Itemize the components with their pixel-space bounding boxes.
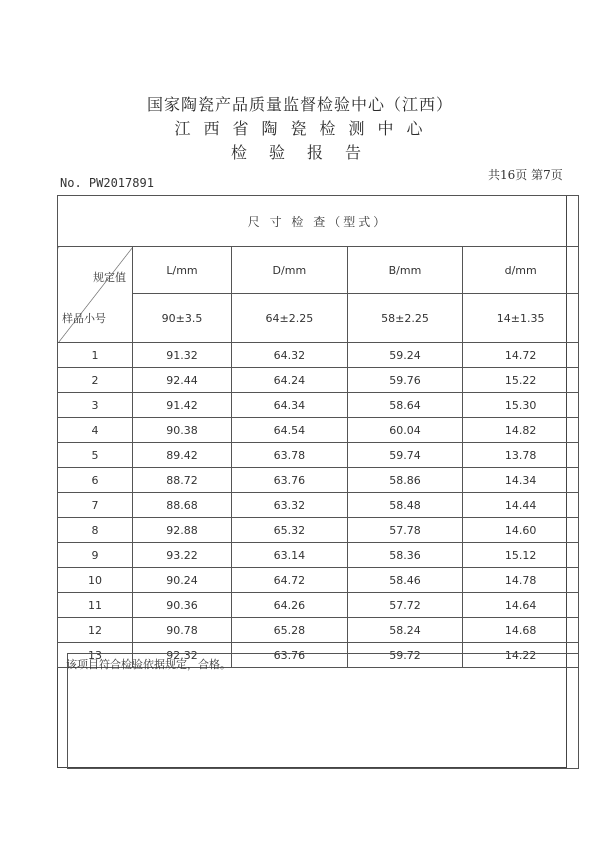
measurement-cell: 57.72 — [347, 593, 463, 618]
measurement-cell: 91.42 — [133, 393, 232, 418]
table-row — [58, 443, 579, 468]
corner-cell — [58, 247, 133, 343]
sample-id: 12 — [58, 618, 133, 643]
measurement-cell: 88.68 — [133, 493, 232, 518]
measurement-cell: 58.24 — [347, 618, 463, 643]
table-row — [58, 493, 579, 518]
conclusion-text: 该项目符合检验依据规定，合格。 — [66, 658, 231, 671]
sample-id: 11 — [58, 593, 133, 618]
measurement-cell: 14.68 — [463, 618, 579, 643]
measurement-cell: 60.04 — [347, 418, 463, 443]
spec-value: 64±2.25 — [232, 294, 348, 343]
measurement-cell: 63.14 — [232, 543, 348, 568]
measurement-cell: 14.78 — [463, 568, 579, 593]
sample-id: 2 — [58, 368, 133, 393]
column-header: d/mm — [463, 247, 579, 294]
column-header: B/mm — [347, 247, 463, 294]
measurement-cell: 90.24 — [133, 568, 232, 593]
measurement-cell: 93.22 — [133, 543, 232, 568]
report-number: No. PW2017891 — [60, 176, 154, 190]
measurement-cell: 15.22 — [463, 368, 579, 393]
measurement-cell: 64.32 — [232, 343, 348, 368]
measurement-cell: 63.32 — [232, 493, 348, 518]
table-row — [58, 393, 579, 418]
measurement-cell: 59.74 — [347, 443, 463, 468]
measurement-cell: 14.82 — [463, 418, 579, 443]
measurement-cell: 14.44 — [463, 493, 579, 518]
measurement-cell: 59.76 — [347, 368, 463, 393]
sample-id: 10 — [58, 568, 133, 593]
dimension-table-wrap — [57, 195, 579, 662]
spec-value: 14±1.35 — [463, 294, 579, 343]
measurement-cell: 58.48 — [347, 493, 463, 518]
column-header: D/mm — [232, 247, 348, 294]
spec-value: 58±2.25 — [347, 294, 463, 343]
column-header: L/mm — [133, 247, 232, 294]
table-row — [58, 418, 579, 443]
measurement-cell: 58.64 — [347, 393, 463, 418]
table-row — [58, 593, 579, 618]
measurement-cell: 64.26 — [232, 593, 348, 618]
sample-id: 9 — [58, 543, 133, 568]
measurement-cell: 58.36 — [347, 543, 463, 568]
measurement-cell: 63.76 — [232, 643, 348, 668]
table-caption: 尺 寸 检 查（型式） — [58, 196, 579, 247]
measurement-cell: 63.78 — [232, 443, 348, 468]
table-row — [58, 518, 579, 543]
spec-value: 90±3.5 — [133, 294, 232, 343]
dimension-table — [57, 195, 579, 668]
measurement-cell: 14.64 — [463, 593, 579, 618]
measurement-cell: 15.30 — [463, 393, 579, 418]
measurement-cell: 64.24 — [232, 368, 348, 393]
table-row — [58, 468, 579, 493]
table-row — [58, 543, 579, 568]
measurement-cell: 14.34 — [463, 468, 579, 493]
sample-id: 6 — [58, 468, 133, 493]
measurement-cell: 88.72 — [133, 468, 232, 493]
table-row — [58, 618, 579, 643]
measurement-cell: 64.54 — [232, 418, 348, 443]
measurement-cell: 59.24 — [347, 343, 463, 368]
table-row — [58, 568, 579, 593]
measurement-cell: 90.78 — [133, 618, 232, 643]
sample-id: 4 — [58, 418, 133, 443]
measurement-cell: 89.42 — [133, 443, 232, 468]
measurement-cell: 15.12 — [463, 543, 579, 568]
measurement-cell: 14.22 — [463, 643, 579, 668]
sub-center-name: 江西省陶瓷检测中心 — [174, 119, 436, 138]
sample-id: 8 — [58, 518, 133, 543]
measurement-cell: 91.32 — [133, 343, 232, 368]
sample-id: 7 — [58, 493, 133, 518]
measurement-cell: 65.32 — [232, 518, 348, 543]
sample-label: 样品小号 — [62, 312, 106, 325]
measurement-cell: 58.86 — [347, 468, 463, 493]
center-name: 国家陶瓷产品质量监督检验中心（江西） — [146, 95, 453, 114]
sample-id: 1 — [58, 343, 133, 368]
sample-id: 5 — [58, 443, 133, 468]
measurement-cell: 64.72 — [232, 568, 348, 593]
measurement-cell: 14.72 — [463, 343, 579, 368]
measurement-cell: 92.44 — [133, 368, 232, 393]
measurement-cell: 58.46 — [347, 568, 463, 593]
report-title: 检验报告 — [230, 143, 383, 162]
measurement-cell: 90.36 — [133, 593, 232, 618]
measurement-cell: 92.88 — [133, 518, 232, 543]
spec-label: 规定值 — [93, 271, 126, 284]
measurement-cell: 59.72 — [347, 643, 463, 668]
page-count: 共16页 第7页 — [488, 168, 563, 182]
measurement-cell: 64.34 — [232, 393, 348, 418]
measurement-cell: 13.78 — [463, 443, 579, 468]
table-row — [58, 343, 579, 368]
measurement-cell: 57.78 — [347, 518, 463, 543]
sample-id: 13 — [58, 643, 133, 668]
caption-row — [58, 196, 579, 247]
sample-id: 3 — [58, 393, 133, 418]
header-row — [58, 247, 579, 294]
measurement-cell: 65.28 — [232, 618, 348, 643]
table-row — [58, 368, 579, 393]
spec-row — [58, 294, 579, 343]
measurement-cell: 63.76 — [232, 468, 348, 493]
measurement-cell: 14.60 — [463, 518, 579, 543]
measurement-cell: 92.32 — [133, 643, 232, 668]
measurement-cell: 90.38 — [133, 418, 232, 443]
